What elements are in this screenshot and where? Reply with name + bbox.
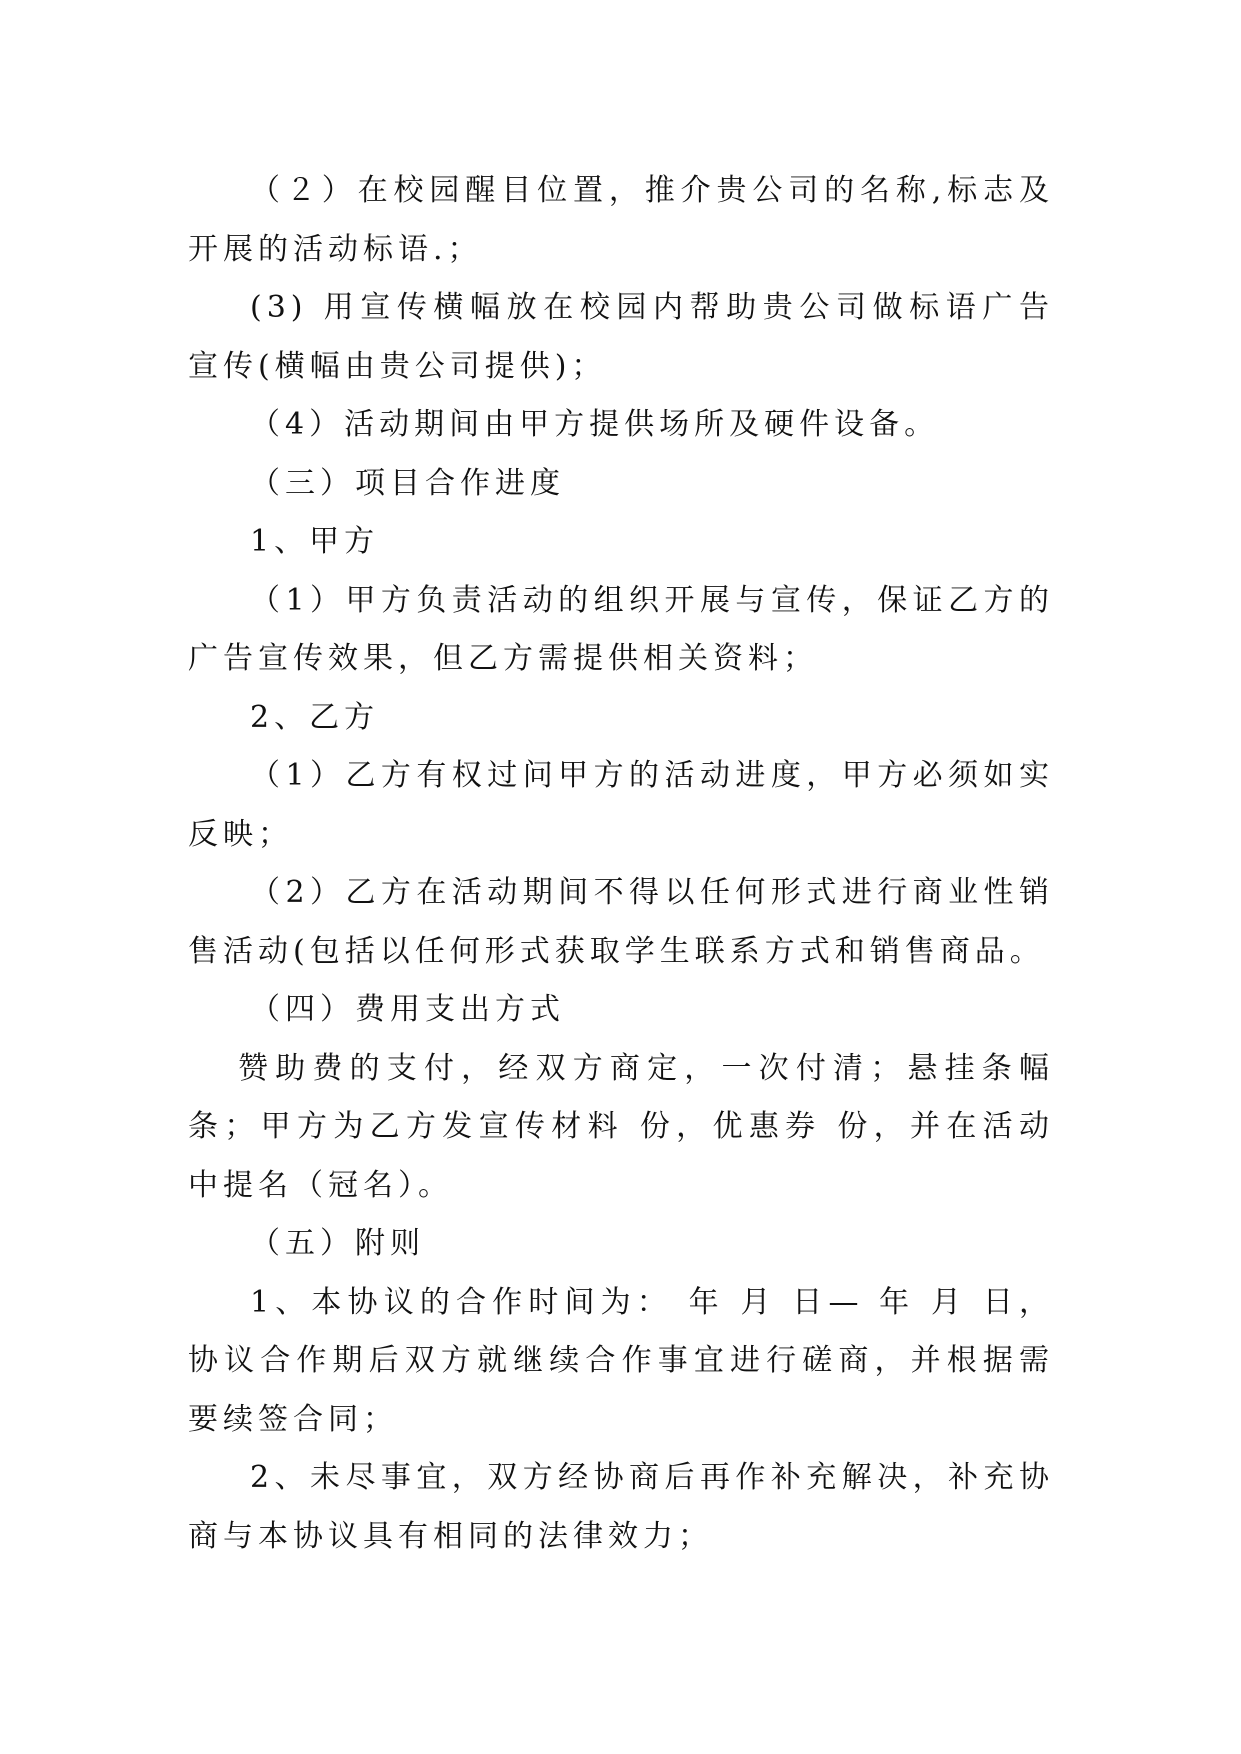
paragraph-clause-2-campus-promotion: （２）在校园醒目位置，推介贵公司的名称,标志及开展的活动标语.； [188,173,1054,267]
section-heading-progress: （三）项目合作进度 [250,465,565,501]
subheading-party-b: 2、乙方 [250,699,380,735]
paragraph-party-a-duty: （1）甲方负责活动的组织开展与宣传，保证乙方的广告宣传效果，但乙方需提供相关资料； [188,582,1054,676]
paragraph-clause-3-banner: (3) 用宣传横幅放在校园内帮助贵公司做标语广告宣传(横幅由贵公司提供)； [188,290,1054,384]
paragraph-unresolved-matters: 2、未尽事宜，双方经协商后再作补充解决，补充协商与本协议具有相同的法律效力； [188,1460,1054,1554]
paragraph-clause-4-venue: （4）活动期间由甲方提供场所及硬件设备。 [250,407,940,442]
paragraph-payment-terms: 赞助费的支付，经双方商定，一次付清；悬挂条幅 条；甲方为乙方发宣传材料 份，优惠券 份，并在活动中提名（冠名）。 [188,1050,1069,1203]
subheading-party-a: 1、甲方 [250,524,380,559]
paragraph-party-b-right: （1）乙方有权过问甲方的活动进度，甲方必须如实反映； [188,758,1054,852]
paragraph-cooperation-period: 1、本协议的合作时间为： 年 月 日— 年 月 日，协议合作期后双方就继续合作事宜进行磋商，并根据需要续签合同； [188,1284,1054,1437]
document-body [188,162,1069,1566]
paragraph-party-b-restriction: （2）乙方在活动期间不得以任何形式进行商业性销售活动(包括以任何形式获取学生联系方式和销售商品。 [188,875,1054,969]
section-heading-appendix: （五）附则 [250,1226,425,1261]
section-heading-payment: （四）费用支出方式 [250,992,565,1027]
